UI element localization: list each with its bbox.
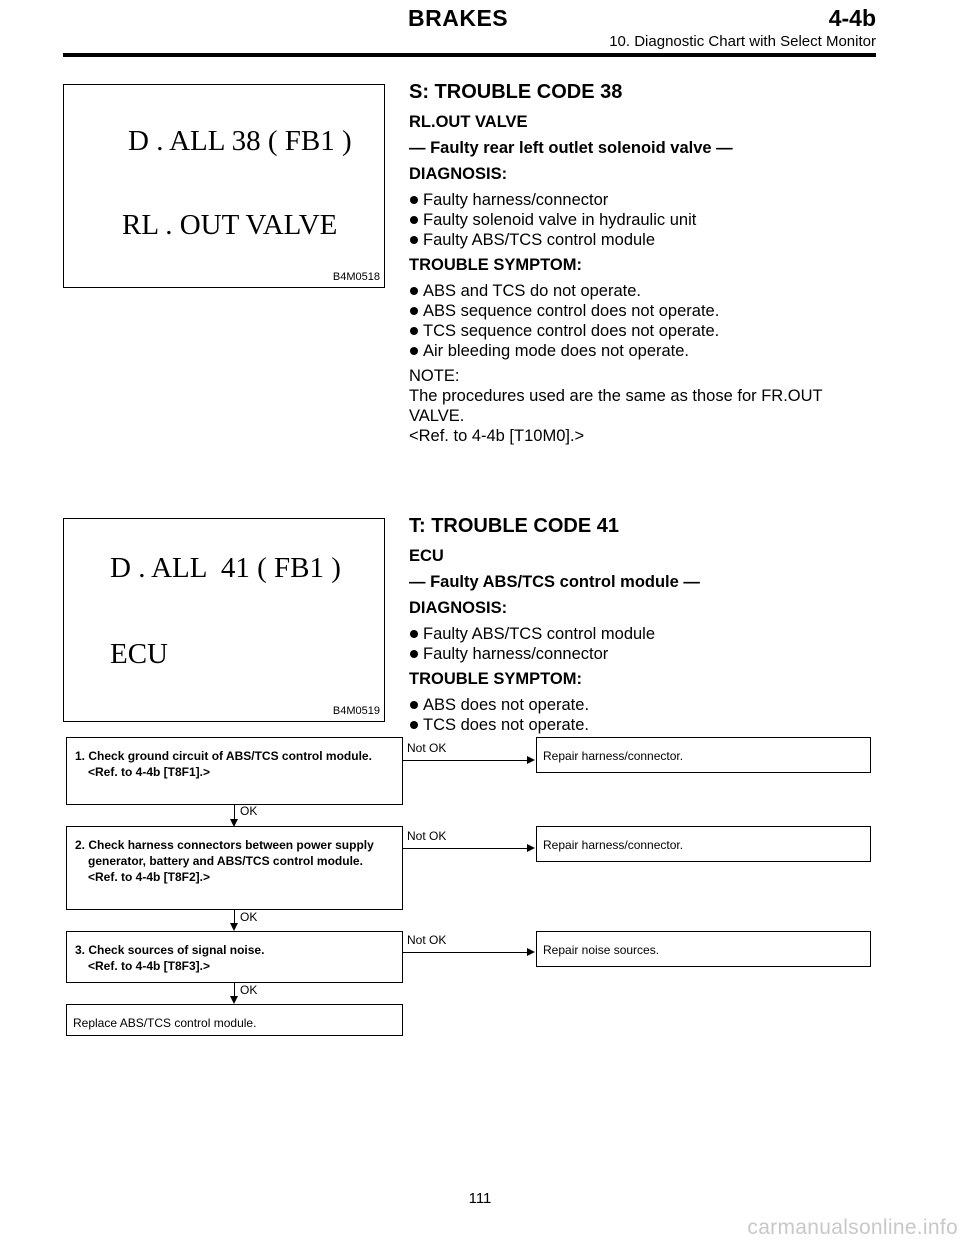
fault-description: — Faulty rear left outlet solenoid valve — [409,139,733,157]
note-text: The procedures used are the same as those for FR.OUT VALVE. [409,387,823,425]
step-text: Check harness connectors between power supply generator, battery and ABS/TCS control module. [88,838,374,868]
list-item: Faulty harness/connector [409,644,879,664]
list-item: Air bleeding mode does not operate. [409,341,879,361]
fail-connector [403,952,529,953]
fail-action-3 [536,931,871,967]
fail-connector [403,760,529,761]
list-item: Faulty ABS/TCS control module [409,230,879,250]
screen-line-2: ECU [110,638,168,670]
list-item: ABS and TCS do not operate. [409,281,879,301]
flow-step-1 [66,737,403,805]
section-code: 4-4b [828,5,876,31]
header-rule [63,53,876,57]
step-text: Check ground circuit of ABS/TCS control module. [88,749,372,763]
arrow-down-icon [230,996,238,1004]
item-name: RL.OUT VALVE [409,113,528,131]
arrow-right-icon [527,756,535,764]
section-subtitle: 10. Diagnostic Chart with Select Monitor [609,33,876,50]
screen-line-1: D . ALL 38 ( FB1 ) [128,125,352,157]
fail-label: Not OK [407,933,447,947]
list-item: TCS sequence control does not operate. [409,321,879,341]
list-item: ABS does not operate. [409,695,879,715]
diagnosis-list [409,624,879,664]
final-action-text: Replace ABS/TCS control module. [73,1016,257,1030]
step-number: 3. [75,943,86,957]
fail-action-text: Repair noise sources. [543,943,660,957]
trouble-code-41-section [409,514,879,740]
screen-line-2: RL . OUT VALVE [122,209,338,241]
pass-label: OK [240,983,258,997]
trouble-code-41-title: T: TROUBLE CODE 41 [409,515,620,537]
fail-action-1 [536,737,871,773]
step-number: 2. [75,838,86,852]
list-item: Faulty ABS/TCS control module [409,624,879,644]
list-item: TCS does not operate. [409,715,879,735]
fault-description: — Faulty ABS/TCS control module — [409,573,700,591]
trouble-code-38-section [409,80,879,446]
arrow-down-icon [230,923,238,931]
fail-action-text: Repair harness/connector. [543,838,684,852]
symptom-label: TROUBLE SYMPTOM: [409,670,582,688]
item-name: ECU [409,547,444,565]
diagnosis-list [409,190,879,250]
arrow-right-icon [527,844,535,852]
diagnosis-label: DIAGNOSIS: [409,165,508,183]
pass-label: OK [240,804,258,818]
arrow-right-icon [527,948,535,956]
select-monitor-screen-41 [63,518,385,722]
figure-id: B4M0518 [332,271,380,283]
step-reference[interactable]: <Ref. to 4-4b [T8F2].> [88,870,211,884]
pass-label: OK [240,910,258,924]
section-title: BRAKES [408,5,509,31]
fail-action-2 [536,826,871,862]
symptom-list [409,695,879,735]
step-reference[interactable]: <Ref. to 4-4b [T8F3].> [88,959,211,973]
flow-step-2 [66,826,403,910]
fail-label: Not OK [407,741,447,755]
trouble-code-38-title: S: TROUBLE CODE 38 [409,81,623,103]
diagnosis-label: DIAGNOSIS: [409,599,508,617]
list-item: Faulty solenoid valve in hydraulic unit [409,210,879,230]
symptom-list [409,281,879,361]
select-monitor-screen-38 [63,84,385,288]
note-reference[interactable]: <Ref. to 4-4b [T10M0].> [409,427,585,445]
flow-final-action [66,1004,403,1036]
list-item: Faulty harness/connector [409,190,879,210]
screen-line-1: D . ALL 41 ( FB1 ) [110,552,341,584]
fail-action-text: Repair harness/connector. [543,749,684,763]
list-item: ABS sequence control does not operate. [409,301,879,321]
page-number: 111 [468,1190,492,1207]
fail-label: Not OK [407,829,447,843]
step-reference[interactable]: <Ref. to 4-4b [T8F1].> [88,765,211,779]
step-text: Check sources of signal noise. [88,943,265,957]
figure-id: B4M0519 [332,705,380,717]
symptom-label: TROUBLE SYMPTOM: [409,256,582,274]
fail-connector [403,848,529,849]
note-label: NOTE: [409,367,460,385]
step-number: 1. [75,749,86,763]
flow-step-3 [66,931,403,983]
watermark: carmanualsonline.info [747,1216,958,1239]
